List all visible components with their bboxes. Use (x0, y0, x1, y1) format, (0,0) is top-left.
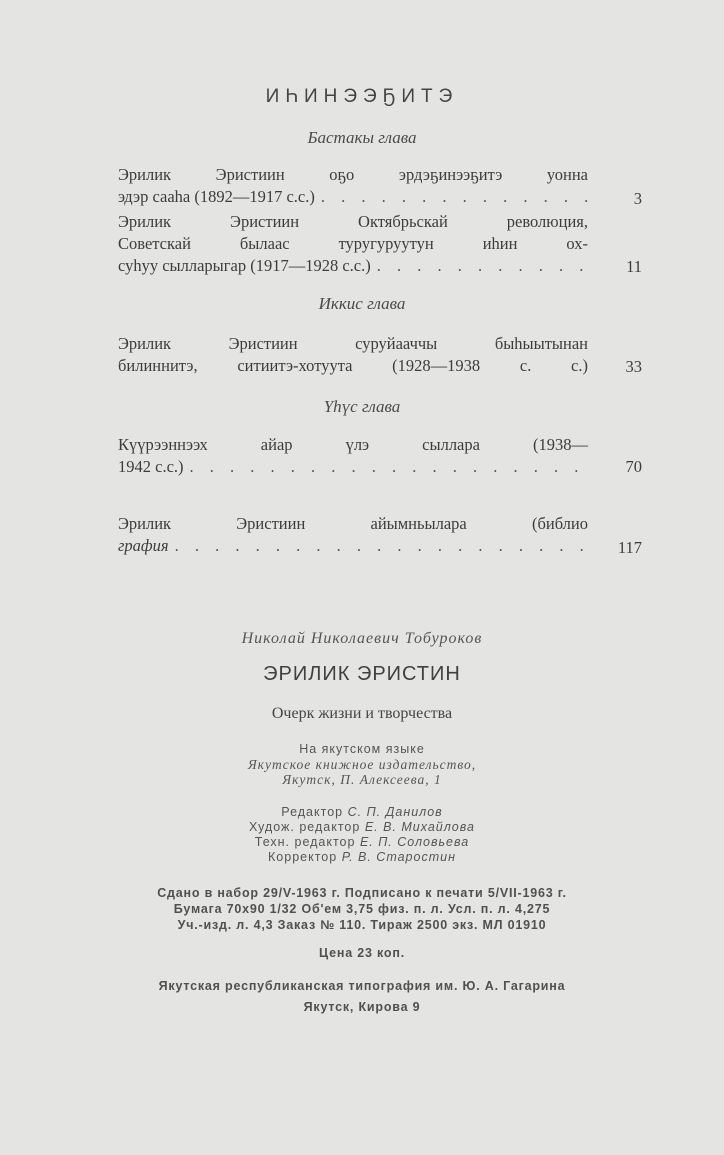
toc-entry-line: Эрилик Эристиин суруйааччы быһыытынан (118, 334, 588, 353)
toc-entry (118, 434, 642, 478)
leader-dots (315, 186, 588, 208)
page-number: 33 (625, 357, 642, 376)
chapter-title: Иккис глава (318, 294, 406, 313)
page-number: 3 (633, 189, 642, 208)
publisher-address: Якутск, П. Алексеева, 1 (282, 772, 442, 787)
toc-entry-line: Советскай былаас туругуруутун иһин ох- (118, 234, 588, 253)
chapter-title: Бастакы глава (307, 128, 417, 147)
editor-line: Редактор С. П. Данилов (281, 805, 443, 819)
leader-dots (371, 255, 588, 277)
toc-entry-line: суһуу сылларыгар (1917—1928 с.с.) (118, 256, 371, 275)
toc-entry (118, 211, 642, 277)
toc-entry-line: Эрилик Эристиин оҕо эрдэҕинээҕитэ уонна (118, 165, 588, 184)
toc-entry (118, 164, 642, 208)
toc-entry-line: 1942 с.с.) (118, 457, 184, 476)
price: Цена 23 коп. (319, 946, 405, 960)
toc-entry-line: Эрилик Эристиин айымньылара (библио (118, 514, 588, 533)
author-name: Николай Николаевич Тобуроков (241, 630, 483, 647)
book-title: ЭРИЛИК ЭРИСТИН (263, 663, 461, 685)
imprint-line: Сдано в набор 29/V-1963 г. Подписано к печати 5/VII-1963 г. (157, 886, 567, 900)
printer-line: Якутская республиканская типография им. Ю. А. Гагарина (158, 979, 566, 993)
toc-entry (118, 513, 642, 557)
page-number: 117 (617, 538, 642, 557)
printer-address: Якутск, Кирова 9 (303, 1000, 421, 1014)
imprint-line: Уч.-изд. л. 4,3 Заказ № 110. Тираж 2500 экз. МЛ 01910 (177, 918, 547, 932)
page-number: 11 (626, 257, 642, 276)
book-subtitle: Очерк жизни и творчества (271, 705, 453, 722)
art-editor-line: Худож. редактор Е. В. Михайлова (249, 820, 475, 834)
toc-entry (118, 333, 642, 377)
corrector-line: Корректор Р. В. Старостин (268, 850, 456, 864)
toc-entry-line: Эрилик Эристиин Октябрьскай революция, (118, 212, 588, 231)
page-number: 70 (625, 457, 642, 476)
leader-dots (184, 456, 588, 478)
toc-entry-line: графия (118, 536, 169, 555)
contents-heading: ИҺИНЭЭҔИТЭ (265, 86, 459, 107)
toc-entry-line: Күүрээннээх айар үлэ сыллара (1938— (118, 435, 588, 454)
toc-entry-line: эдэр сааһа (1892—1917 с.с.) (118, 187, 315, 206)
chapter-title: Үһүс глава (323, 397, 401, 416)
publisher-line: Якутское книжное издательство, (247, 757, 477, 772)
tech-editor-line: Техн. редактор Е. П. Соловьева (254, 835, 470, 849)
language-note: На якутском языке (299, 742, 425, 756)
leader-dots (169, 535, 588, 557)
imprint-line: Бумага 70х90 1/32 Об'ем 3,75 физ. п. л. Усл. п. л. 4,275 (173, 902, 551, 916)
toc-entry-line: билиннитэ, ситиитэ-хотуута (1928—1938 с. с.) (118, 356, 588, 375)
